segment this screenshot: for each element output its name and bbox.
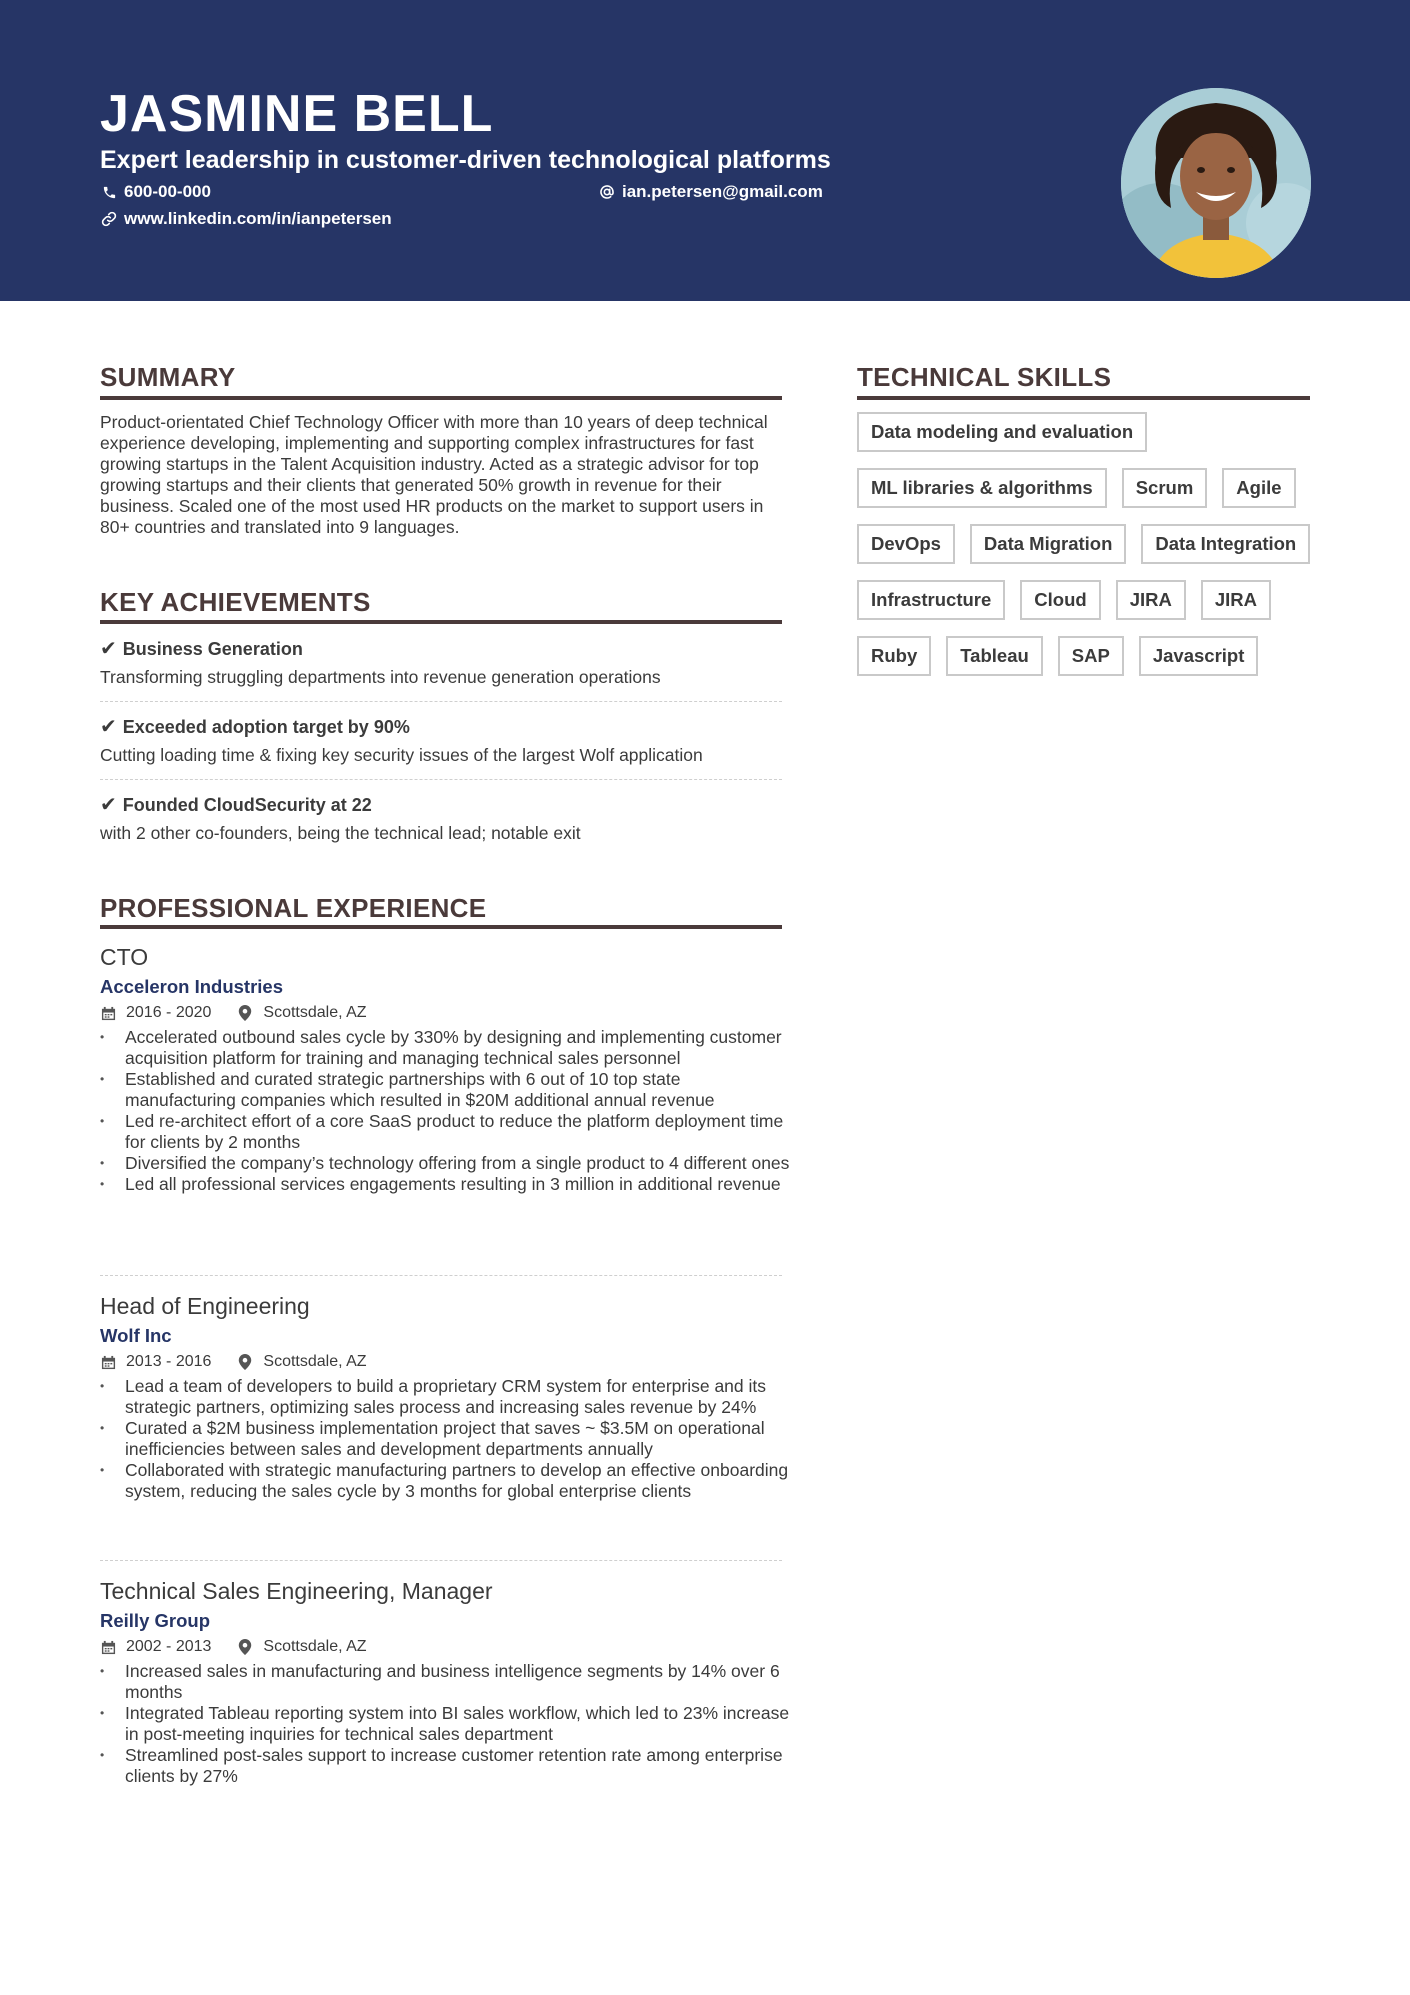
linkedin-url[interactable]: www.linkedin.com/in/ianpetersen: [124, 209, 392, 228]
skill-row: [857, 580, 1317, 620]
profile-photo: [1121, 88, 1311, 278]
achievements-divider: [100, 620, 782, 624]
map-pin-icon: [237, 1639, 253, 1655]
job-entry: [100, 943, 790, 1195]
job-bullet: • Streamlined post-sales support to increase customer retention rate among enterprise clients by 27%: [100, 1745, 790, 1787]
candidate-tagline: Expert leadership in customer-driven technological platforms: [100, 146, 831, 174]
skill-chip: Tableau: [946, 636, 1043, 676]
skill-row: [857, 524, 1317, 564]
job-title: CTO: [100, 944, 149, 970]
skill-chip: Infrastructure: [857, 580, 1005, 620]
job-separator: [100, 1275, 782, 1276]
achievement-title: Founded CloudSecurity at 22: [122, 795, 372, 815]
experience-divider: [100, 925, 782, 929]
job-dates: 2016 - 2020: [126, 1004, 212, 1021]
skill-row: [857, 412, 1317, 452]
job-bullet: • Established and curated strategic partnerships with 6 out of 10 top state manufacturing companies which resulted in $20M additional annual revenue: [100, 1069, 790, 1111]
checkmark-icon: ✔: [100, 794, 117, 816]
skill-chip: Data Migration: [970, 524, 1126, 564]
job-meta: [100, 1003, 790, 1023]
skill-chip: Javascript: [1139, 636, 1259, 676]
job-meta: [100, 1637, 790, 1657]
skill-chip: Cloud: [1020, 580, 1100, 620]
checkmark-icon: ✔: [100, 638, 117, 660]
skill-chip: Data Integration: [1141, 524, 1310, 564]
skills-heading: TECHNICAL SKILLS: [857, 362, 1112, 392]
job-bullet: • Lead a team of developers to build a proprietary CRM system for enterprise and its strategic partners, optimizing sales process and increasing sales revenue by 24%: [100, 1376, 790, 1418]
achievements-heading: KEY ACHIEVEMENTS: [100, 587, 371, 617]
job-separator: [100, 1560, 782, 1561]
skill-chip: DevOps: [857, 524, 955, 564]
job-title: Head of Engineering: [100, 1293, 310, 1319]
skill-chip: JIRA: [1116, 580, 1186, 620]
achievement-item: [100, 715, 782, 767]
job-entry: [100, 1577, 790, 1787]
experience-heading: PROFESSIONAL EXPERIENCE: [100, 893, 487, 923]
achievement-title: Exceeded adoption target by 90%: [122, 717, 410, 737]
job-bullets: [100, 1376, 790, 1502]
achievement-item: [100, 793, 782, 845]
achievement-title: Business Generation: [122, 639, 303, 659]
candidate-name: JASMINE BELL: [100, 85, 494, 143]
company-name: Acceleron Industries: [100, 976, 284, 997]
company-name: Reilly Group: [100, 1610, 210, 1631]
job-bullets: [100, 1661, 790, 1787]
at-icon: [598, 183, 616, 201]
job-bullet: • Led re-architect effort of a core SaaS product to reduce the platform deployment time for clients by 2 months: [100, 1111, 790, 1153]
job-location: Scottsdale, AZ: [263, 1638, 367, 1655]
checkmark-icon: ✔: [100, 716, 117, 738]
achievement-description: with 2 other co-founders, being the technical lead; notable exit: [100, 823, 581, 843]
link-icon: [100, 210, 118, 228]
achievement-description: Transforming struggling departments into revenue generation operations: [100, 667, 661, 687]
phone-number[interactable]: 600-00-000: [124, 182, 211, 201]
achievement-description: Cutting loading time & fixing key security issues of the largest Wolf application: [100, 745, 703, 765]
job-bullet: • Increased sales in manufacturing and business intelligence segments by 14% over 6 months: [100, 1661, 790, 1703]
job-dates: 2013 - 2016: [126, 1353, 212, 1370]
contact-linkedin: [100, 208, 392, 230]
skill-chip: ML libraries & algorithms: [857, 468, 1107, 508]
achievement-separator: [100, 779, 782, 780]
job-bullet: • Led all professional services engagements resulting in 3 million in additional revenue: [100, 1174, 790, 1195]
job-bullets: [100, 1027, 790, 1195]
calendar-icon: [100, 1354, 116, 1370]
resume-header: [0, 0, 1410, 301]
skills-divider: [857, 396, 1310, 400]
skill-chip: JIRA: [1201, 580, 1271, 620]
phone-icon: [100, 183, 118, 201]
job-entry: [100, 1292, 790, 1502]
calendar-icon: [100, 1639, 116, 1655]
skill-chip: Data modeling and evaluation: [857, 412, 1147, 452]
job-location: Scottsdale, AZ: [263, 1004, 367, 1021]
job-dates: 2002 - 2013: [126, 1638, 212, 1655]
summary-heading: SUMMARY: [100, 362, 236, 392]
job-bullet: • Collaborated with strategic manufacturing partners to develop an effective onboarding system, reducing the sales cycle by 3 months for global enterprise clients: [100, 1460, 790, 1502]
skill-row: [857, 468, 1317, 508]
job-bullet: • Accelerated outbound sales cycle by 330% by designing and implementing customer acquisition platform for training and managing technical sales personnel: [100, 1027, 790, 1069]
skill-chip: Agile: [1222, 468, 1295, 508]
map-pin-icon: [237, 1005, 253, 1021]
skill-chip: SAP: [1058, 636, 1124, 676]
job-bullet: • Integrated Tableau reporting system into BI sales workflow, which led to 23% increase in post-meeting inquiries for technical sales department: [100, 1703, 790, 1745]
job-bullet: • Diversified the company’s technology offering from a single product to 4 different ones: [100, 1153, 790, 1174]
job-meta: [100, 1352, 790, 1372]
job-bullet: • Curated a $2M business implementation project that saves ~ $3.5M on operational inefficiencies between sales and development departments annually: [100, 1418, 790, 1460]
achievement-item: [100, 637, 782, 689]
skill-chip: Ruby: [857, 636, 931, 676]
contact-email: [598, 181, 823, 203]
skill-chip: Scrum: [1122, 468, 1208, 508]
email-address[interactable]: ian.petersen@gmail.com: [622, 182, 823, 201]
contact-phone: [100, 181, 211, 203]
calendar-icon: [100, 1005, 116, 1021]
summary-divider: [100, 396, 782, 400]
skills-list: [857, 412, 1317, 692]
skill-row: [857, 636, 1317, 676]
summary-text: Product-orientated Chief Technology Officer with more than 10 years of deep technical experience developing, implementing and supporting complex infrastructures for fast growing startups in the Talent Acquisition industry. Acted as a strategic advisor for top growing startups and their clients that generated 50% growth in revenue for their business. Scaled one of the most used HR products on the market to support users in 80+ countries and translated into 9 languages.: [100, 412, 768, 537]
job-location: Scottsdale, AZ: [263, 1353, 367, 1370]
achievement-separator: [100, 701, 782, 702]
map-pin-icon: [237, 1354, 253, 1370]
job-title: Technical Sales Engineering, Manager: [100, 1578, 493, 1604]
company-name: Wolf Inc: [100, 1325, 172, 1346]
